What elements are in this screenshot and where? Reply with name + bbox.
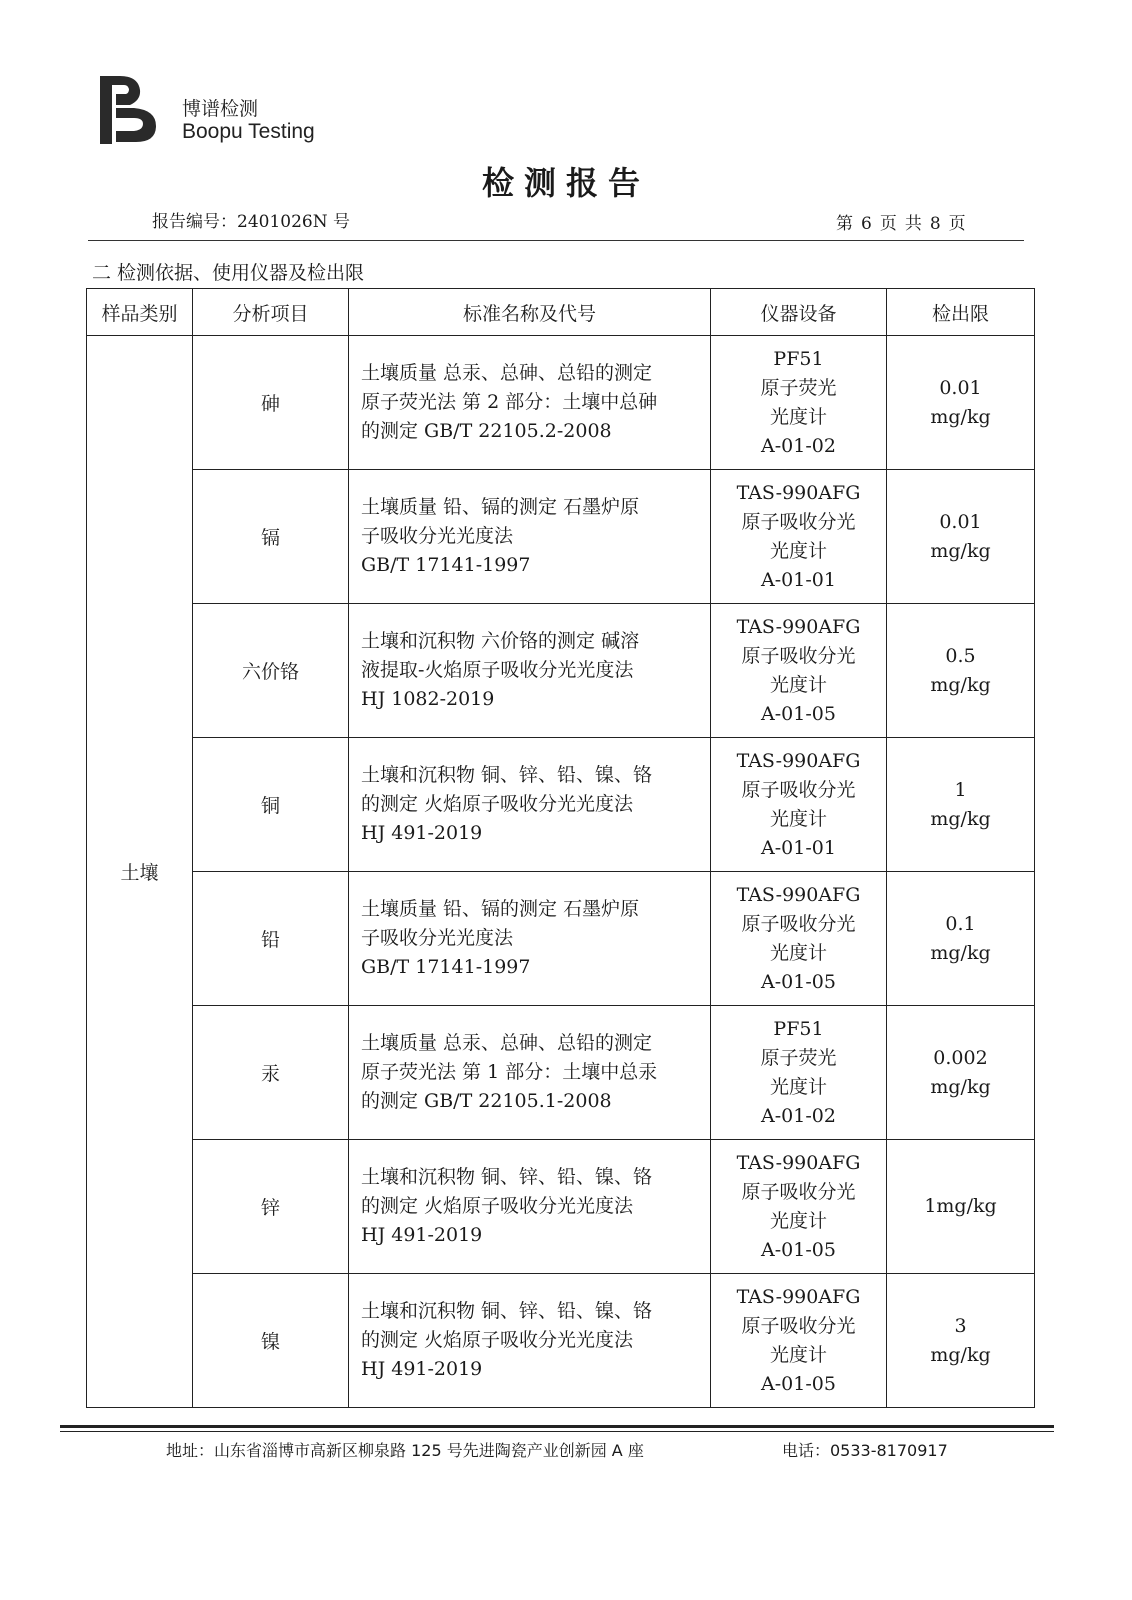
instrument-cell-line: A-01-05: [761, 970, 836, 993]
table-row: [87, 604, 1035, 738]
instrument-cell-line: TAS-990AFG: [736, 481, 861, 504]
detection-limit-cell-line: mg/kg: [930, 941, 991, 964]
detection-limit-cell-line: 0.5: [945, 644, 976, 667]
header-sample-category: 样品类别: [87, 289, 193, 336]
detection-limit-cell-line: mg/kg: [930, 673, 991, 696]
analysis-item-cell: 六价铬: [193, 604, 349, 738]
detection-limit-cell-line: mg/kg: [930, 405, 991, 428]
footer-divider: [60, 1425, 1054, 1428]
instrument-cell-line: 光度计: [769, 1075, 827, 1098]
instrument-cell-line: 光度计: [769, 1343, 827, 1366]
analysis-item-cell: 铅: [193, 872, 349, 1006]
standard-cell-line: 的测定 火焰原子吸收分光光度法: [361, 1329, 634, 1351]
sample-category-cell: 土壤: [87, 336, 193, 1408]
table-row: [87, 470, 1035, 604]
detection-limit-cell-line: mg/kg: [930, 1075, 991, 1098]
instrument-cell-line: A-01-02: [761, 1104, 836, 1127]
instrument-cell: [711, 1006, 887, 1140]
standard-cell-line: 子吸收分光光度法: [361, 927, 514, 949]
instrument-cell-line: 原子荧光: [760, 376, 837, 399]
instrument-cell-line: A-01-01: [761, 836, 836, 859]
standard-cell-line: 的测定 GB/T 22105.2-2008: [361, 420, 612, 442]
detection-limit-cell-line: 3: [954, 1314, 967, 1337]
standard-cell-line: 原子荧光法 第 2 部分：土壤中总砷: [361, 391, 658, 413]
instrument-cell: [711, 738, 887, 872]
standard-cell: [349, 872, 711, 1006]
instrument-cell-line: TAS-990AFG: [736, 1151, 861, 1174]
instrument-cell: [711, 604, 887, 738]
table-row: [87, 336, 1035, 470]
detection-limit-cell-line: mg/kg: [930, 539, 991, 562]
standard-cell-line: 土壤质量 总汞、总砷、总铅的测定: [361, 1032, 653, 1054]
page-label-di: 第: [836, 214, 853, 234]
instrument-cell-line: 光度计: [769, 539, 827, 562]
instrument-cell: [711, 470, 887, 604]
table-row: [87, 872, 1035, 1006]
detection-limit-cell-line: 0.1: [945, 912, 976, 935]
report-number: 报告编号：2401026N 号: [152, 212, 350, 232]
footer-phone: 电话：0533-8170917: [782, 1441, 948, 1460]
standard-cell-line: 的测定 GB/T 22105.1-2008: [361, 1090, 612, 1112]
test-basis-table: [86, 288, 1035, 1408]
instrument-cell-line: A-01-01: [761, 568, 836, 591]
instrument-cell-line: TAS-990AFG: [736, 883, 861, 906]
standard-cell-line: HJ 491-2019: [361, 822, 483, 844]
standard-cell-line: 液提取-火焰原子吸收分光光度法: [361, 659, 634, 681]
detection-limit-cell: [887, 1274, 1035, 1408]
standard-cell: [349, 738, 711, 872]
standard-cell: [349, 470, 711, 604]
report-title: 检测报告: [481, 164, 650, 202]
standard-cell: [349, 336, 711, 470]
standard-cell-line: GB/T 17141-1997: [361, 956, 531, 978]
instrument-cell-line: 原子吸收分光: [741, 778, 856, 801]
analysis-item-cell: 锌: [193, 1140, 349, 1274]
standard-cell: [349, 1006, 711, 1140]
instrument-cell-line: A-01-02: [761, 434, 836, 457]
instrument-cell-line: A-01-05: [761, 1372, 836, 1395]
instrument-cell-line: 原子吸收分光: [741, 1314, 856, 1337]
instrument-cell-line: 原子吸收分光: [741, 1180, 856, 1203]
standard-cell-line: 原子荧光法 第 1 部分：土壤中总汞: [361, 1061, 658, 1083]
instrument-cell: [711, 1274, 887, 1408]
analysis-item-cell: 铜: [193, 738, 349, 872]
section-title: 二 检测依据、使用仪器及检出限: [92, 262, 365, 284]
standard-cell-line: 土壤质量 总汞、总砷、总铅的测定: [361, 362, 653, 384]
instrument-cell-line: PF51: [773, 347, 824, 370]
standard-cell-line: 土壤和沉积物 铜、锌、铅、镍、铬: [361, 764, 653, 786]
page-info: [832, 209, 970, 234]
analysis-item-cell: 砷: [193, 336, 349, 470]
standard-cell: [349, 1140, 711, 1274]
detection-limit-cell-line: 0.01: [939, 510, 982, 533]
detection-limit-cell: [887, 872, 1035, 1006]
boopu-logo-icon: [98, 72, 158, 144]
detection-limit-cell-line: 1mg/kg: [924, 1195, 997, 1217]
standard-cell-line: 土壤质量 铅、镉的测定 石墨炉原: [361, 898, 640, 920]
detection-limit-cell: [887, 1140, 1035, 1274]
standard-cell-line: 的测定 火焰原子吸收分光光度法: [361, 793, 634, 815]
detection-limit-cell: [887, 604, 1035, 738]
instrument-cell-line: PF51: [773, 1017, 824, 1040]
logo-chinese-name: 博谱检测: [182, 98, 259, 120]
standard-cell-line: 土壤和沉积物 铜、锌、铅、镍、铬: [361, 1300, 653, 1322]
instrument-cell: [711, 336, 887, 470]
analysis-item-cell: 镍: [193, 1274, 349, 1408]
detection-limit-cell-line: 0.002: [933, 1046, 988, 1069]
header-detection-limit: 检出限: [887, 289, 1035, 336]
detection-limit-cell: [887, 1006, 1035, 1140]
standard-cell-line: 土壤和沉积物 铜、锌、铅、镍、铬: [361, 1166, 653, 1188]
instrument-cell-line: 光度计: [769, 807, 827, 830]
instrument-cell: [711, 1140, 887, 1274]
logo-english-name: Boopu Testing: [182, 120, 315, 143]
table-row: [87, 1006, 1035, 1140]
footer-divider-thin: [60, 1431, 1054, 1432]
standard-cell-line: 子吸收分光光度法: [361, 525, 514, 547]
header-instrument: 仪器设备: [711, 289, 887, 336]
standard-cell: [349, 1274, 711, 1408]
detection-limit-cell-line: 0.01: [939, 376, 982, 399]
standard-cell-line: HJ 491-2019: [361, 1224, 483, 1246]
standard-cell-line: HJ 1082-2019: [361, 688, 495, 710]
standard-cell-line: GB/T 17141-1997: [361, 554, 531, 576]
instrument-cell-line: 原子吸收分光: [741, 912, 856, 935]
instrument-cell: [711, 872, 887, 1006]
header-standard: 标准名称及代号: [349, 289, 711, 336]
page-total: 8: [929, 214, 941, 234]
page-label-gong: 共: [904, 214, 922, 234]
header-analysis-item: 分析项目: [193, 289, 349, 336]
instrument-cell-line: A-01-05: [761, 702, 836, 725]
instrument-cell-line: 光度计: [769, 1209, 827, 1232]
instrument-cell-line: A-01-05: [761, 1238, 836, 1261]
detection-limit-cell-line: mg/kg: [930, 1343, 991, 1366]
standard-cell-line: 的测定 火焰原子吸收分光光度法: [361, 1195, 634, 1217]
instrument-cell-line: 光度计: [769, 941, 827, 964]
analysis-item-cell: 镉: [193, 470, 349, 604]
table-row: [87, 1140, 1035, 1274]
analysis-item-cell: 汞: [193, 1006, 349, 1140]
table-row: [87, 738, 1035, 872]
page-label-ye-2: 页: [948, 214, 966, 234]
detection-limit-cell: [887, 336, 1035, 470]
instrument-cell-line: 原子吸收分光: [741, 510, 856, 533]
instrument-cell-line: 原子荧光: [760, 1046, 837, 1069]
detection-limit-cell: [887, 470, 1035, 604]
instrument-cell-line: TAS-990AFG: [736, 749, 861, 772]
detection-limit-cell-line: mg/kg: [930, 807, 991, 830]
standard-cell: [349, 604, 711, 738]
standard-cell-line: 土壤质量 铅、镉的测定 石墨炉原: [361, 496, 640, 518]
footer-address: 地址：山东省淄博市高新区柳泉路 125 号先进陶瓷产业创新园 A 座: [166, 1441, 644, 1460]
standard-cell-line: 土壤和沉积物 六价铬的测定 碱溶: [361, 630, 640, 652]
detection-limit-cell-line: 1: [954, 778, 967, 801]
table-header-row: [87, 289, 1035, 336]
standard-cell-line: HJ 491-2019: [361, 1358, 483, 1380]
detection-limit-cell: [887, 738, 1035, 872]
header-divider: [88, 240, 1024, 241]
page-label-ye: 页: [879, 214, 897, 234]
instrument-cell-line: TAS-990AFG: [736, 1285, 861, 1308]
instrument-cell-line: 原子吸收分光: [741, 644, 856, 667]
page-current: 6: [861, 214, 872, 234]
instrument-cell-line: 光度计: [769, 673, 827, 696]
instrument-cell-line: 光度计: [769, 405, 827, 428]
instrument-cell-line: TAS-990AFG: [736, 615, 861, 638]
table-row: [87, 1274, 1035, 1408]
